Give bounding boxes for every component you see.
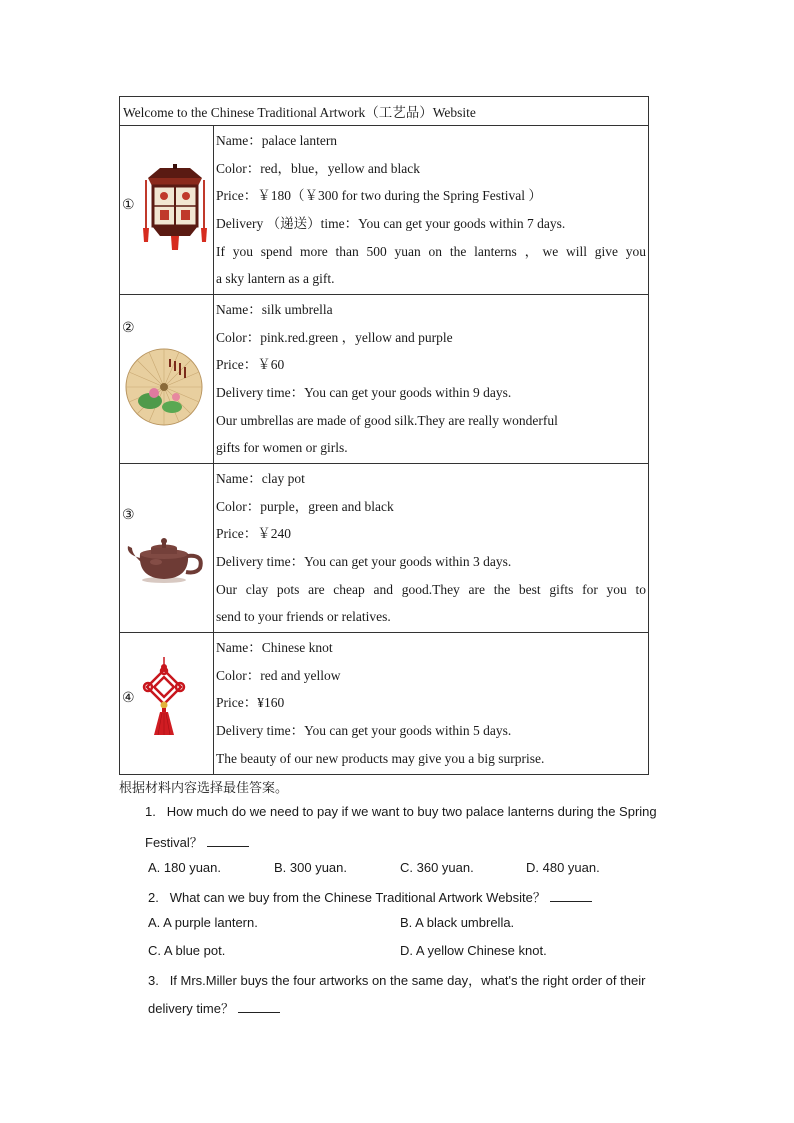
artwork-table	[119, 96, 649, 775]
item-name: Name：silk umbrella	[216, 302, 333, 317]
question-text: delivery time？	[148, 1001, 234, 1016]
question-number: 3.	[148, 973, 159, 988]
item-delivery: Delivery time：You can get your goods within 5 days.	[216, 723, 512, 739]
item-delivery: Delivery （递送）time：You can get your goods within 7 days.	[216, 216, 566, 232]
question-text: Festival？	[145, 835, 203, 850]
item-price: Price：￥240	[216, 526, 291, 542]
option-a[interactable]: A. A purple lantern.	[148, 915, 258, 930]
table-row	[120, 295, 649, 464]
item-number: ①	[122, 198, 135, 213]
question-text: How much do we need to pay if we want to buy two palace lanterns during the Spring	[166, 804, 657, 819]
table-row	[120, 633, 649, 775]
instruction: 根据材料内容选择最佳答案。	[119, 781, 289, 796]
question-text: What can we buy from the Chinese Traditional Artwork Website？	[169, 890, 546, 905]
question-3	[148, 970, 645, 989]
answer-blank[interactable]	[550, 889, 592, 902]
item-image-cell	[120, 633, 214, 775]
item-note: send to your friends or relatives.	[216, 609, 391, 625]
item-image-cell	[120, 295, 214, 464]
question-number: 2.	[148, 890, 159, 905]
item-image-cell	[120, 126, 214, 295]
item-color: Color：purple，green and black	[216, 498, 394, 514]
answer-blank[interactable]	[207, 834, 249, 847]
item-price: Price：￥60	[216, 357, 285, 373]
item-name: Name：palace lantern	[216, 133, 338, 148]
option-d[interactable]: D. 480 yuan.	[526, 860, 600, 875]
item-info-cell	[214, 633, 649, 775]
clay-pot-icon	[124, 532, 204, 584]
item-price: Price：¥160	[216, 695, 285, 711]
table-title: Welcome to the Chinese Traditional Artwork（工艺品）Website	[120, 97, 649, 126]
item-name: Name：clay pot	[216, 471, 305, 486]
question-text: If Mrs.Miller buys the four artworks on the same day，what's the right order of their	[169, 973, 646, 988]
question-1	[145, 804, 657, 819]
option-c[interactable]: C. A blue pot.	[148, 943, 226, 958]
item-info-cell	[214, 295, 649, 464]
item-note: The beauty of our new products may give you a big surprise.	[216, 750, 545, 766]
item-color: Color：pink.red.green ，yellow and purple	[216, 329, 453, 345]
question-number: 1.	[145, 804, 156, 819]
silk-umbrella-icon	[124, 347, 204, 427]
item-number: ③	[122, 508, 135, 523]
item-delivery: Delivery time：You can get your goods within 3 days.	[216, 554, 512, 570]
item-note: Our umbrellas are made of good silk.They are really wonderful	[216, 412, 558, 428]
option-b[interactable]: B. A black umbrella.	[400, 915, 515, 930]
item-number: ②	[122, 321, 135, 336]
answer-blank[interactable]	[238, 1000, 280, 1013]
option-d[interactable]: D. A yellow Chinese knot.	[400, 943, 547, 958]
item-note: a sky lantern as a gift.	[216, 271, 335, 287]
item-delivery: Delivery time：You can get your goods within 9 days.	[216, 385, 512, 401]
table-row	[120, 126, 649, 295]
item-note: gifts for women or girls.	[216, 440, 348, 456]
item-color: Color：red，blue，yellow and black	[216, 160, 420, 176]
question-1-line2	[145, 832, 249, 851]
item-info-cell	[214, 126, 649, 295]
item-image-cell	[120, 464, 214, 633]
question-3-line2	[148, 998, 280, 1017]
palace-lantern-icon	[140, 164, 210, 250]
option-a[interactable]: A. 180 yuan.	[148, 860, 221, 875]
option-b[interactable]: B. 300 yuan.	[274, 860, 347, 875]
item-price: Price：￥180（￥300 for two during the Spring Festival ）	[216, 188, 542, 204]
option-c[interactable]: C. 360 yuan.	[400, 860, 474, 875]
item-note: If you spend more than 500 yuan on the lanterns ，we will give you	[216, 243, 646, 259]
item-info-cell	[214, 464, 649, 633]
item-note: Our clay pots are cheap and good.They are the best gifts for you to	[216, 581, 646, 597]
question-2	[148, 887, 592, 906]
item-number: ④	[122, 691, 135, 706]
item-color: Color：red and yellow	[216, 667, 341, 683]
table-row	[120, 464, 649, 633]
chinese-knot-icon	[142, 657, 186, 737]
item-name: Name：Chinese knot	[216, 640, 333, 655]
